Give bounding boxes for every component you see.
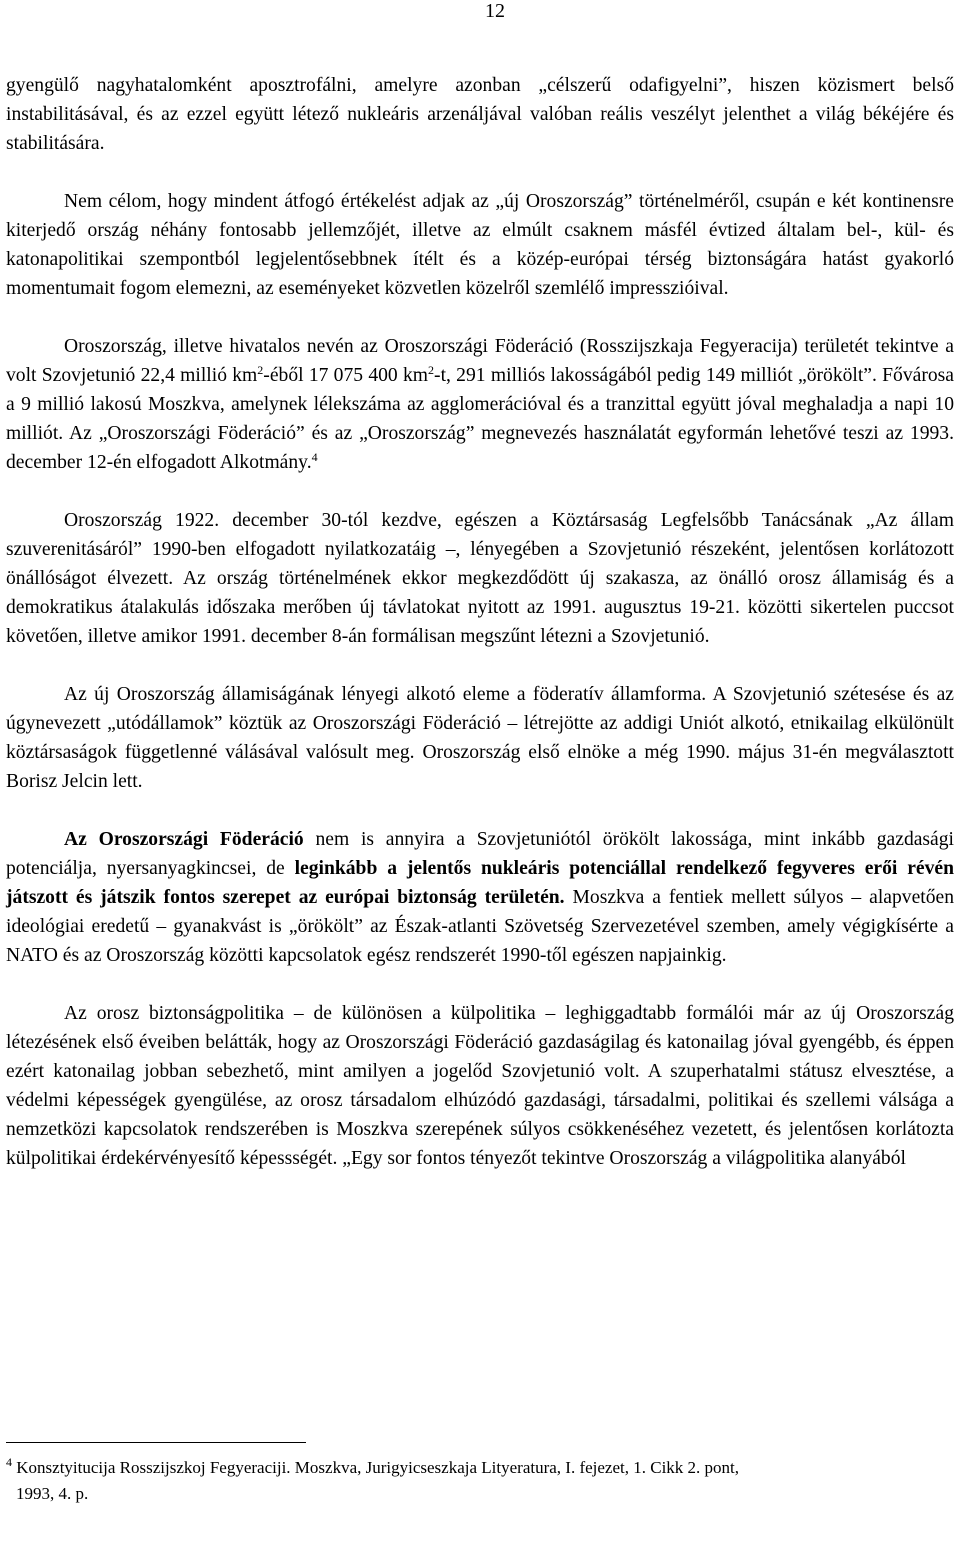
paragraph-7: Az orosz biztonságpolitika – de különösen a külpolitika – leghiggadtabb formálói már az új Oroszország létezésének első éveiben belátták, hogy az Oroszországi Föderáció gazdaságilag és katonailag jóval gyengébb, és éppen ezért katonailag jobban sebezhető, mint amilyen a jogelőd Szovjetunió volt. A szuperhatalmi státusz elvesztése, a védelmi képességek gyengülése, az orosz társadalom elhúzódó gazdasági, társadalmi, politikai és szellemi válsága a nemzetközi kapcsolatok rendszerében is Moszkva szerepének súlyos csökkenéséhez vezetett, és jelentősen korlátozta külpolitikai érdekérvényesítő képessségét. „Egy sor fontos tényezőt tekintve Oroszország a világpolitika alanyából (6, 1003, 954, 1169)
superscript-2: 2 (257, 363, 264, 377)
footnote (6, 1455, 954, 1507)
paragraph-4: Oroszország 1922. december 30-tól kezdve, egészen a Köztársaság Legfelsőbb Tanácsának „Az állam szuverenitásáról” 1990-ben elfogadott nyilatkozatáig –, lényegében a Szovjetunió részeként, jelentősen korlátozott önállóságot élvezett. Az ország történelmének ekkor megkezdődött új szakasza, az önálló orosz államiság és a demokratikus átalakulás időszaka merőben új távlatokat nyitott az 1991. augusztus 19-21. közötti sikertelen puccsot követően, illetve amikor 1991. december 8-án formálisan megszűnt létezni a Szovjetunió. (6, 510, 954, 647)
paragraph-2: Nem célom, hogy mindent átfogó értékelést adjak az „új Oroszország” történelméről, csupán e két kontinensre kiterjedő ország néhány fontosabb jellemzőjét, illetve az elmúlt csaknem másfél évtized általam bel-, kül- és katonapolitikai szempontból legjelentősebbnek ítélt és a közép-európai térség biztonságára hatást gyakorló momentumait fogom elemezni, az eseményeket közvetlen közelről szemlélő impresszióival. (6, 191, 954, 299)
footnote-number: 4 (6, 1455, 12, 1469)
body-text (6, 71, 954, 1173)
page-number: 12 (485, 0, 505, 22)
paragraph-3 (6, 332, 954, 477)
footnote-line-2: 1993, 4. p. (16, 1484, 89, 1503)
footnote-reference[interactable]: 4 (311, 450, 318, 464)
footnote-line-1 (6, 1455, 954, 1481)
bold-phrase: Az Oroszországi Föderáció (64, 829, 304, 850)
superscript-2: 2 (428, 363, 435, 377)
paragraph-3-part-b: -éből 17 075 400 km (263, 365, 429, 386)
paragraph-6-part-a: nem is annyira a Szovjetuniótól örökölt lakossága, mint inkább gazdasági potenciálja, nyersanyagkincsei, de (6, 829, 954, 879)
footnote-separator (6, 1442, 306, 1443)
paragraph-3-part-a: Oroszország, illetve hivatalos nevén az Oroszországi Föderáció (Rosszijszkaja Fegyeracija) területét tekintve a volt Szovjetunió 22,4 millió km (6, 336, 954, 386)
paragraph-1: gyengülő nagyhatalomként aposztrofálni, amelyre azonban „célszerű odafigyelni”, hiszen közismert belső instabilitásával, és az ezzel együtt létező nukleáris arzenáljával valóban reális veszélyt jelenthet a világ békéjére és stabilitására. (6, 75, 954, 154)
bold-phrase: leginkább a jelentős nukleáris potenciállal rendelkező fegyveres erői révén játszott és játszik fontos szerepet az európai biztonság területén. (6, 858, 954, 908)
paragraph-6 (6, 825, 954, 970)
paragraph-6-part-b: Moszkva a fentiek mellett súlyos – alapvetően ideológiai eredetű – gyanakvást is „örökölt” az Észak-atlanti Szövetség Szervezetével szemben, amely végigkísérte a NATO és az Oroszország közötti kapcsolatok egész rendszerét 1990-től egészen napjainkig. (6, 887, 954, 966)
paragraph-3-part-c: -t, 291 milliós lakosságából pedig 149 milliót „örökölt”. Fővárosa a 9 millió lakosú Moszkva, amelynek lélekszáma az agglomerációval és a tranzittal együtt jóval meghaladja a napi 10 milliót. Az „Oroszországi Föderáció” és az „Oroszország” megnevezés használatát egyformán lehetővé teszi az 1993. december 12-én elfogadott Alkotmány. (6, 365, 954, 473)
footnote-text: Konsztyitucija Rosszijszkoj Fegyeraciji. Moszkva, Jurigyicseszkaja Lityeratura, I. fejezet, 1. Cikk 2. pont, (12, 1458, 740, 1477)
paragraph-5: Az új Oroszország államiságának lényegi alkotó eleme a föderatív államforma. A Szovjetunió szétesése és az úgynevezett „utódállamok” köztük az Oroszországi Föderáció – létrejötte az addigi Uniót alkotó, etnikailag elkülönült köztársaságok függetlenné válásával valósult meg. Oroszország első elnöke a még 1990. május 31-én megválasztott Borisz Jelcin lett. (6, 684, 954, 792)
